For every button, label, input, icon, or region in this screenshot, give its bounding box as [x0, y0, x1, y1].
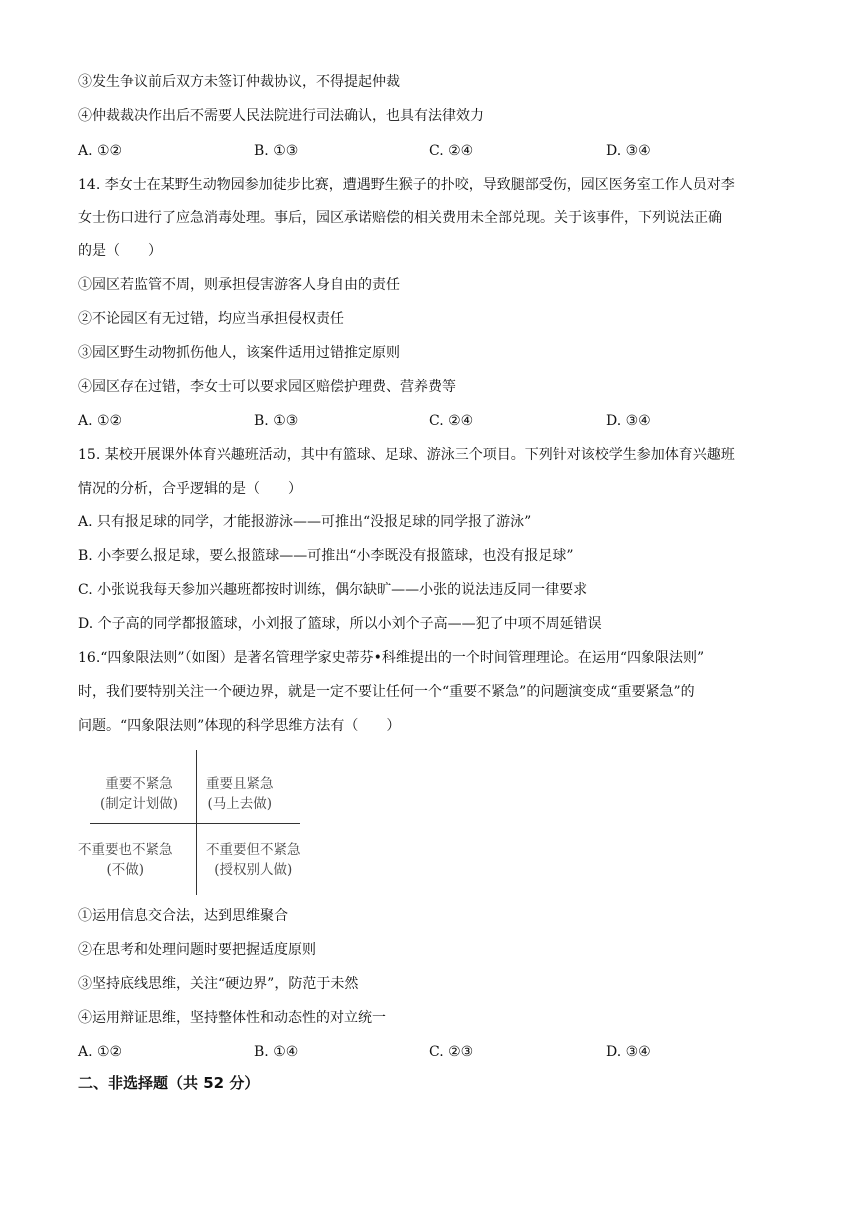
q14-option-b[interactable]: B. ①③ — [254, 413, 299, 429]
q16-stem-line-2: 时，我们要特别关注一个硬边界，就是一定不要让任何一个“重要不紧急”的问题演变成“重要紧急”的 — [78, 684, 695, 700]
q16-option-d[interactable]: D. ③④ — [606, 1044, 651, 1060]
q16-statement-2: ②在思考和处理问题时要把握适度原则 — [78, 942, 316, 958]
q14-statement-3: ③园区野生动物抓伤他人，该案件适用过错推定原则 — [78, 345, 400, 361]
quadrant-bottom-left-action: (不做) — [106, 862, 145, 878]
quadrant-bottom-right — [206, 840, 301, 880]
quadrant-bottom-right-action: (授权别人做) — [214, 862, 293, 878]
q14-statement-2: ②不论园区有无过错，均应当承担侵权责任 — [78, 311, 344, 327]
quadrant-horizontal-axis — [90, 823, 300, 824]
quadrant-top-left — [100, 774, 178, 814]
quadrant-bottom-right-title: 不重要但不紧急 — [206, 842, 301, 858]
q14-stem-line-2: 女士伤口进行了应急消毒处理。事后，园区承诺赔偿的相关费用未全部兑现。关于该事件，下列说法正确 — [78, 210, 722, 226]
q16-statement-3: ③坚持底线思维，关注“硬边界”，防范于未然 — [78, 976, 359, 992]
q16-options — [78, 1042, 778, 1062]
section-heading: 二、非选择题（共 52 分） — [78, 1074, 260, 1092]
four-quadrant-diagram — [78, 750, 318, 895]
q13-statement-3: ③发生争议前后双方未签订仲裁协议，不得提起仲裁 — [78, 74, 400, 90]
q15-stem-line-1: 15. 某校开展课外体育兴趣班活动，其中有篮球、足球、游泳三个项目。下列针对该校学生参加体育兴趣班 — [78, 447, 735, 463]
q15-stem-line-2: 情况的分析，合乎逻辑的是（ ） — [78, 481, 302, 497]
q14-stem-line-3: 的是（ ） — [78, 243, 162, 259]
q13-options — [78, 141, 778, 161]
q13-option-c[interactable]: C. ②④ — [429, 143, 474, 159]
q14-option-c[interactable]: C. ②④ — [429, 413, 474, 429]
quadrant-bottom-left — [78, 840, 173, 880]
q15-option-b[interactable]: B. 小李要么报足球，要么报篮球——可推出“小李既没有报篮球，也没有报足球” — [78, 548, 574, 564]
q16-stem-line-1: 16.“四象限法则”（如图）是著名管理学家史蒂芬•科维提出的一个时间管理理论。在运用“四象限法则” — [78, 650, 705, 666]
q16-statement-4: ④运用辩证思维，坚持整体性和动态性的对立统一 — [78, 1010, 386, 1026]
q14-options — [78, 411, 778, 431]
quadrant-top-left-title: 重要不紧急 — [105, 776, 173, 792]
q14-statement-4: ④园区存在过错，李女士可以要求园区赔偿护理费、营养费等 — [78, 379, 456, 395]
quadrant-bottom-left-title: 不重要也不紧急 — [78, 842, 173, 858]
q16-statement-1: ①运用信息交合法，达到思维聚合 — [78, 908, 288, 924]
quadrant-top-right — [206, 774, 274, 814]
q13-option-a[interactable]: A. ①② — [78, 143, 123, 159]
q13-option-b[interactable]: B. ①③ — [254, 143, 299, 159]
q14-stem-line-1: 14. 李女士在某野生动物园参加徒步比赛，遭遇野生猴子的扑咬，导致腿部受伤，园区医务室工作人员对李 — [78, 177, 735, 193]
q16-stem-line-3: 问题。“四象限法则”体现的科学思维方法有（ ） — [78, 718, 401, 734]
q15-option-c[interactable]: C. 小张说我每天参加兴趣班都按时训练，偶尔缺旷——小张的说法违反同一律要求 — [78, 582, 588, 598]
q13-option-d[interactable]: D. ③④ — [606, 143, 651, 159]
quadrant-top-right-action: (马上去做) — [207, 796, 273, 812]
q13-statement-4: ④仲裁裁决作出后不需要人民法院进行司法确认，也具有法律效力 — [78, 108, 484, 124]
q16-option-c[interactable]: C. ②③ — [429, 1044, 474, 1060]
q15-option-d[interactable]: D. 个子高的同学都报篮球，小刘报了篮球，所以小刘个子高——犯了中项不周延错误 — [78, 616, 602, 632]
q14-statement-1: ①园区若监管不周，则承担侵害游客人身自由的责任 — [78, 277, 400, 293]
quadrant-top-left-action: (制定计划做) — [100, 796, 179, 812]
q16-option-a[interactable]: A. ①② — [78, 1044, 123, 1060]
q14-option-a[interactable]: A. ①② — [78, 413, 123, 429]
q14-option-d[interactable]: D. ③④ — [606, 413, 651, 429]
quadrant-top-right-title: 重要且紧急 — [206, 776, 274, 792]
q15-option-a[interactable]: A. 只有报足球的同学，才能报游泳——可推出“没报足球的同学报了游泳” — [78, 514, 532, 530]
q16-option-b[interactable]: B. ①④ — [254, 1044, 299, 1060]
